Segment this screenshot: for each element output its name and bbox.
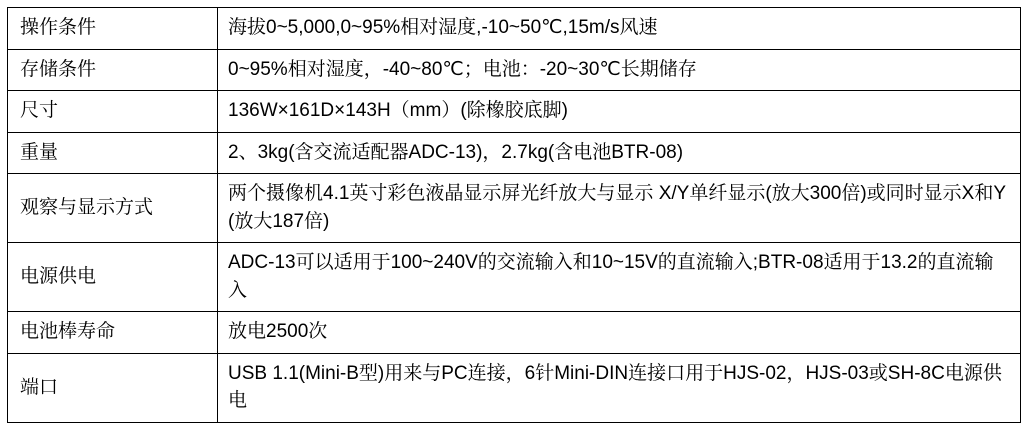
- spec-label: 电池棒寿命: [8, 312, 218, 354]
- spec-value: 2、3kg(含交流适配器ADC-13)，2.7kg(含电池BTR-08): [218, 132, 1021, 174]
- spec-label: 端口: [8, 353, 218, 422]
- spec-value: 0~95%相对湿度，-40~80℃；电池：-20~30℃长期储存: [218, 49, 1021, 91]
- spec-label: 操作条件: [8, 8, 218, 50]
- spec-label: 存储条件: [8, 49, 218, 91]
- spec-value: 两个摄像机4.1英寸彩色液晶显示屏光纤放大与显示 X/Y单纤显示(放大300倍)或同时显示X和Y(放大187倍): [218, 174, 1021, 243]
- table-row: [8, 132, 1021, 174]
- table-row: [8, 91, 1021, 133]
- table-row: [8, 312, 1021, 354]
- spec-value: 136W×161D×143H（mm）(除橡胶底脚): [218, 91, 1021, 133]
- spec-label: 电源供电: [8, 243, 218, 312]
- specifications-table: [7, 7, 1021, 423]
- table-row: [8, 49, 1021, 91]
- spec-value: USB 1.1(Mini-B型)用来与PC连接，6针Mini-DIN连接口用于HJS-02，HJS-03或SH-8C电源供电: [218, 353, 1021, 422]
- table-row: [8, 353, 1021, 422]
- table-row: [8, 174, 1021, 243]
- spec-value: 放电2500次: [218, 312, 1021, 354]
- table-row: [8, 243, 1021, 312]
- table-row: [8, 8, 1021, 50]
- spec-value: 海拔0~5,000,0~95%相对湿度,-10~50℃,15m/s风速: [218, 8, 1021, 50]
- spec-label: 重量: [8, 132, 218, 174]
- spec-value: ADC-13可以适用于100~240V的交流输入和10~15V的直流输入;BTR-08适用于13.2的直流输入: [218, 243, 1021, 312]
- spec-label: 观察与显示方式: [8, 174, 218, 243]
- spec-label: 尺寸: [8, 91, 218, 133]
